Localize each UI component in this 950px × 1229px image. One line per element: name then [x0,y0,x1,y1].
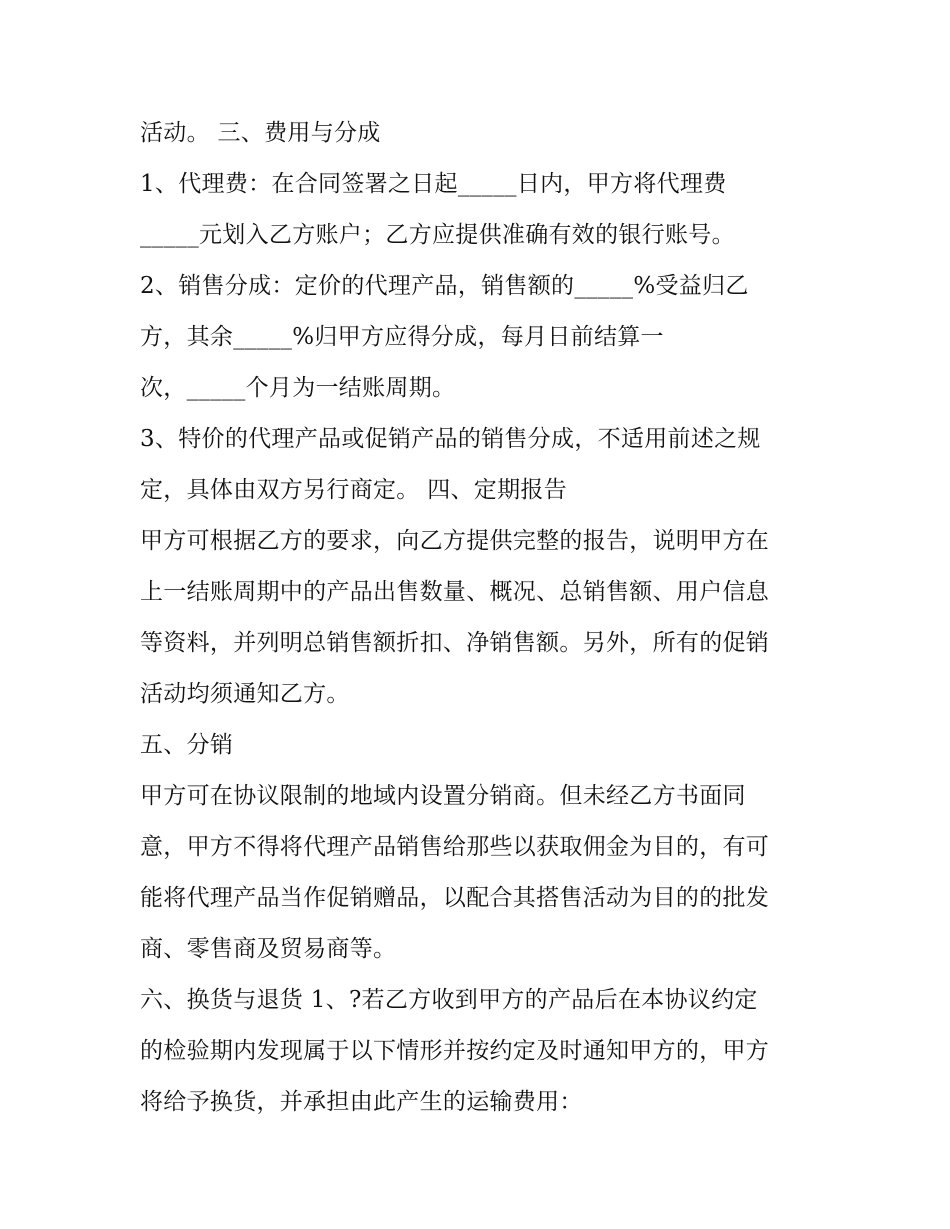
text-line: 次，_____个月为一结账周期。 [140,375,456,401]
text-line: 商、零售商及贸易商等。 [140,936,397,962]
text-line: 上一结账周期中的产品出售数量、概况、总销售额、用户信息 [140,579,770,605]
section-heading: 五、分销 [140,732,234,758]
text-line: 3、特价的代理产品或促销产品的销售分成，不适用前述之规 [140,426,761,452]
text-line: 活动均须通知乙方。 [140,681,350,707]
text-line: 方，其余_____%归甲方应得分成，每月日前结算一 [140,324,664,350]
text-line: 甲方可在协议限制的地域内设置分销商。但未经乙方书面同 [140,783,746,809]
text-line: 六、换货与退货 1、?若乙方收到甲方的产品后在本协议约定 [140,987,758,1013]
text-line: _____元划入乙方账户；乙方应提供准确有效的银行账号。 [140,222,735,248]
document-body [140,108,820,1128]
text-line: 定，具体由双方另行商定。 四、定期报告 [140,477,568,503]
text-line: 活动。 三、费用与分成 [140,120,381,146]
text-line: 的检验期内发现属于以下情形并按约定及时通知甲方的，甲方 [140,1038,770,1064]
text-line: 2、销售分成：定价的代理产品，销售额的_____%受益归乙 [140,273,749,299]
text-line: 将给予换货，并承担由此产生的运输费用： [140,1089,583,1115]
text-line: 意，甲方不得将代理产品销售给那些以获取佣金为目的，有可 [140,834,770,860]
text-line: 能将代理产品当作促销赠品，以配合其搭售活动为目的的批发 [140,885,770,911]
text-line: 等资料，并列明总销售额折扣、净销售额。另外，所有的促销 [140,630,770,656]
text-line: 1、代理费：在合同签署之日起_____日内，甲方将代理费 [140,171,727,197]
text-line: 甲方可根据乙方的要求，向乙方提供完整的报告，说明甲方在 [140,528,770,554]
